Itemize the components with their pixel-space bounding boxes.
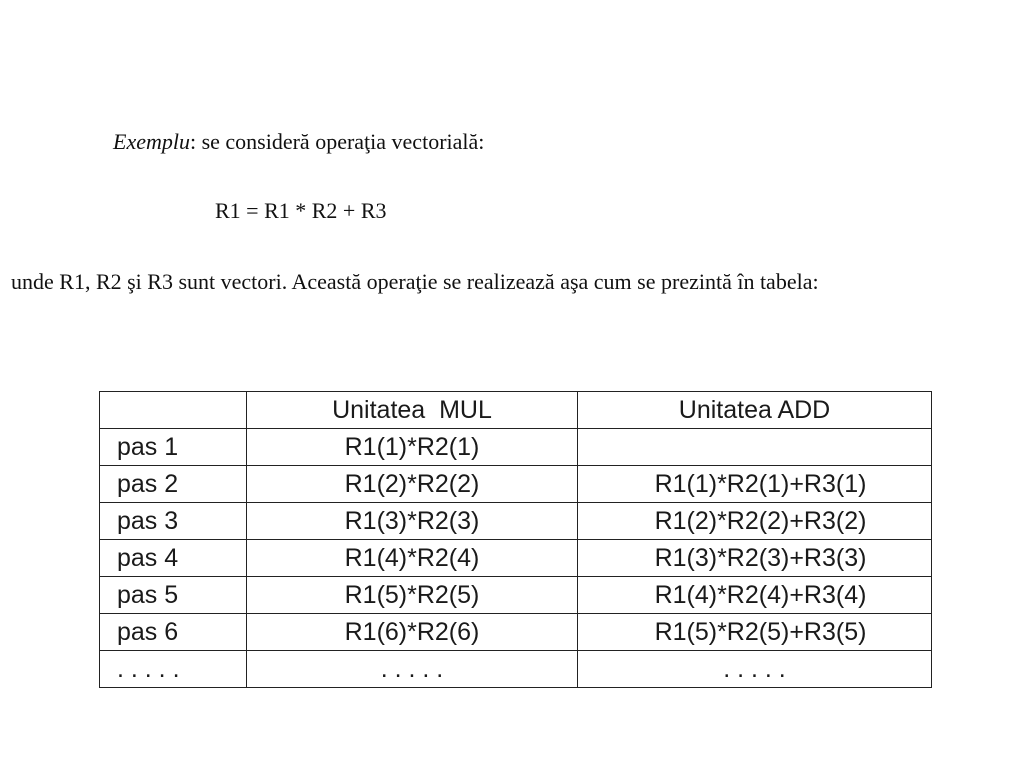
table-row: [100, 577, 932, 614]
step-cell: pas 4: [100, 540, 247, 577]
table-row: [100, 466, 932, 503]
step-cell: pas 3: [100, 503, 247, 540]
table-row: [100, 614, 932, 651]
add-cell: R1(3)*R2(3)+R3(3): [578, 540, 932, 577]
intro-rest: : se consideră operaţia vectorială:: [189, 129, 485, 154]
add-cell: [578, 429, 932, 466]
table-row-ellipsis: [100, 651, 932, 688]
add-cell: R1(4)*R2(4)+R3(4): [578, 577, 932, 614]
add-cell: R1(2)*R2(2)+R3(2): [578, 503, 932, 540]
intro-italic-word: Exemplu: [113, 129, 190, 154]
mul-cell: R1(3)*R2(3): [247, 503, 578, 540]
description-paragraph: unde R1, R2 şi R3 sunt vectori. Această operaţie se realizează aşa cum se prezintă în tabela:: [11, 269, 819, 294]
table-row: [100, 540, 932, 577]
table-header-row: [100, 392, 932, 429]
step-cell: pas 2: [100, 466, 247, 503]
step-cell: pas 1: [100, 429, 247, 466]
add-cell: . . . . .: [578, 651, 932, 688]
step-cell: pas 6: [100, 614, 247, 651]
mul-cell: R1(1)*R2(1): [247, 429, 578, 466]
add-cell: R1(5)*R2(5)+R3(5): [578, 614, 932, 651]
table-row: [100, 503, 932, 540]
mul-cell: R1(6)*R2(6): [247, 614, 578, 651]
step-cell: pas 5: [100, 577, 247, 614]
step-cell: . . . . .: [100, 651, 247, 688]
pipeline-table: [99, 391, 932, 688]
header-add-unit: Unitatea ADD: [578, 392, 932, 429]
equation: R1 = R1 * R2 + R3: [215, 198, 387, 223]
mul-cell: R1(5)*R2(5): [247, 577, 578, 614]
add-cell: R1(1)*R2(1)+R3(1): [578, 466, 932, 503]
header-mul-unit: Unitatea MUL: [247, 392, 578, 429]
mul-cell: R1(4)*R2(4): [247, 540, 578, 577]
mul-cell: . . . . .: [247, 651, 578, 688]
header-empty: [100, 392, 247, 429]
intro-sentence: [113, 129, 484, 155]
table-row: [100, 429, 932, 466]
mul-cell: R1(2)*R2(2): [247, 466, 578, 503]
